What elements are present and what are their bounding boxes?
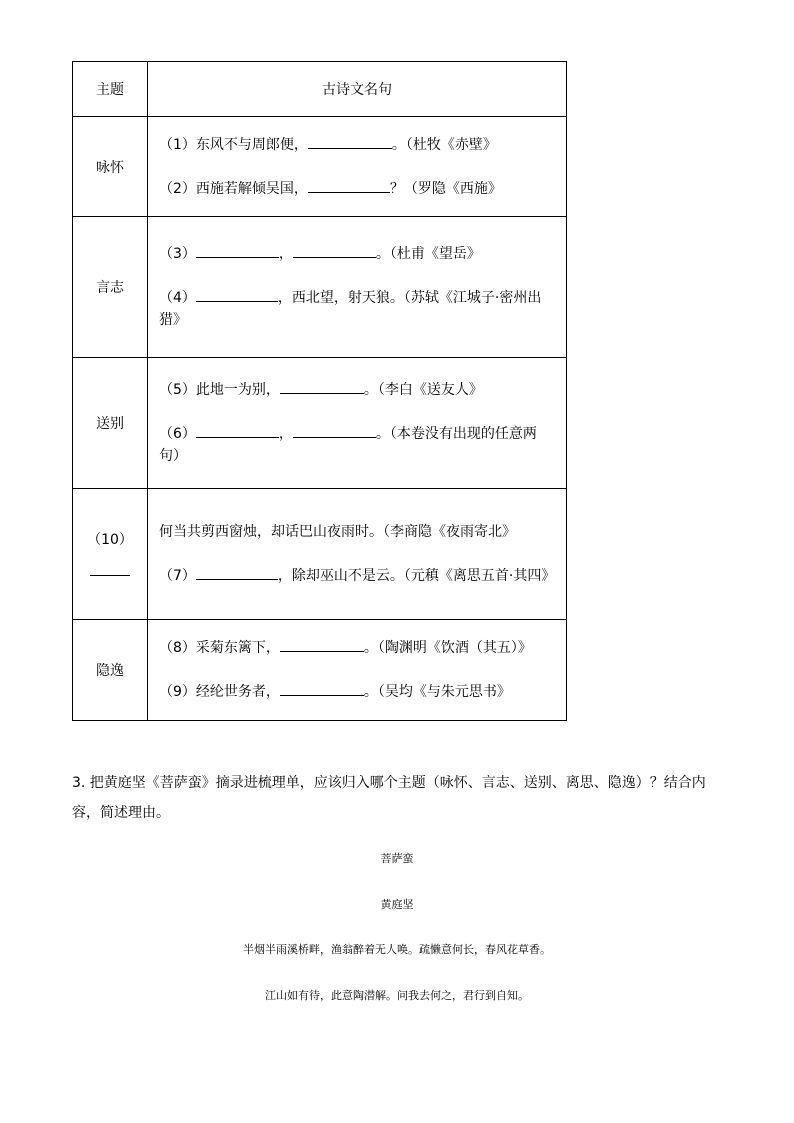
quote-source: 。（杜牧《赤壁》 (391, 136, 497, 153)
quote-text: （7） (159, 568, 196, 584)
quote-line (159, 565, 556, 587)
quote-line (159, 134, 556, 156)
quote-source: 。（吴均《与朱元思书》 (363, 684, 511, 700)
quote-source: ，除却巫山不是云。（元稹《离思五首·其四》 (277, 568, 556, 584)
theme-cell: 送别 (73, 358, 148, 489)
poem-author: 黄庭坚 (380, 898, 414, 911)
fill-blank-10[interactable] (90, 559, 130, 576)
fill-blank-9[interactable] (280, 681, 364, 696)
quote-source: 。（李白《送友人》 (363, 382, 483, 398)
theme-cell: 咏怀 (73, 117, 148, 217)
quote-line (159, 379, 556, 401)
theme-cell: 隐逸 (73, 620, 148, 721)
poem-line-1: 半烟半雨溪桥畔，渔翁醉着无人唤。疏懒意何长，春风花草香。 (243, 943, 551, 956)
fill-blank-1[interactable] (308, 134, 392, 149)
quotes-cell (148, 489, 567, 620)
table-header-row (73, 62, 567, 117)
table-row (73, 620, 567, 721)
fill-blank-2[interactable] (308, 178, 390, 193)
poem-line-2: 江山如有待，此意陶潜解。问我去何之，君行到自知。 (265, 989, 529, 1002)
quote-text: （4） (159, 290, 196, 306)
quotes-cell (148, 358, 567, 489)
quote-line (159, 637, 556, 659)
theme-cell (73, 489, 148, 620)
quote-source: 。（苏轼《江城子·密州出猎》 (159, 290, 542, 328)
table-row (73, 358, 567, 489)
quote-source: ？（罗隐《西施》 (389, 180, 502, 197)
quote-line (159, 287, 556, 331)
quote-text: （6） (159, 426, 196, 442)
theme-question-number: （10） (87, 531, 133, 548)
quote-text: （8）采菊东篱下， (159, 640, 280, 656)
quote-text: （1）东风不与周郎便， (159, 136, 308, 153)
fill-blank-5[interactable] (280, 379, 364, 394)
quotes-cell (148, 620, 567, 721)
quote-text: ，西北望，射天狼 (277, 290, 390, 306)
quote-text: ， (278, 246, 293, 262)
fill-blank-8[interactable] (280, 637, 364, 652)
header-quotes: 古诗文名句 (148, 62, 567, 117)
quote-text: （9）经纶世务者， (159, 684, 280, 700)
theme-cell: 言志 (73, 217, 148, 358)
table-row (73, 217, 567, 358)
poem-title: 菩萨蛮 (380, 852, 414, 865)
header-theme: 主题 (73, 62, 148, 117)
fill-blank-3a[interactable] (196, 243, 279, 258)
fill-blank-6a[interactable] (196, 423, 279, 438)
quote-source: 。（本卷没有出现的任意两句） (159, 426, 537, 464)
quote-source: 。（陶渊明《饮酒（其五）》 (363, 640, 532, 656)
quote-text: ， (278, 426, 293, 442)
fill-blank-6b[interactable] (293, 423, 376, 438)
quote-line (159, 423, 556, 467)
quote-source: 。（杜甫《望岳》 (375, 246, 481, 262)
poem-sorting-table (72, 61, 567, 721)
fill-blank-3b[interactable] (293, 243, 376, 258)
quote-line: 何当共剪西窗烛，却话巴山夜雨时。（李商隐《夜雨寄北》 (159, 524, 516, 540)
quote-text: （2）西施若解倾吴国， (159, 180, 308, 197)
question-3: 3. 把黄庭坚《菩萨蛮》摘录进梳理单，应该归入哪个主题（咏怀、言志、送别、离思、隐逸）？结合内容，简述理由。 (72, 775, 706, 821)
quotes-cell (148, 217, 567, 358)
quote-text: （5）此地一为别， (159, 382, 280, 398)
fill-blank-4[interactable] (196, 287, 278, 302)
fill-blank-7[interactable] (196, 565, 278, 580)
table-row (73, 117, 567, 217)
table-row (73, 489, 567, 620)
quotes-cell (148, 117, 567, 217)
quote-line (159, 178, 556, 200)
quote-line (159, 681, 556, 703)
quote-line (159, 243, 556, 265)
quote-text: （3） (159, 246, 196, 262)
